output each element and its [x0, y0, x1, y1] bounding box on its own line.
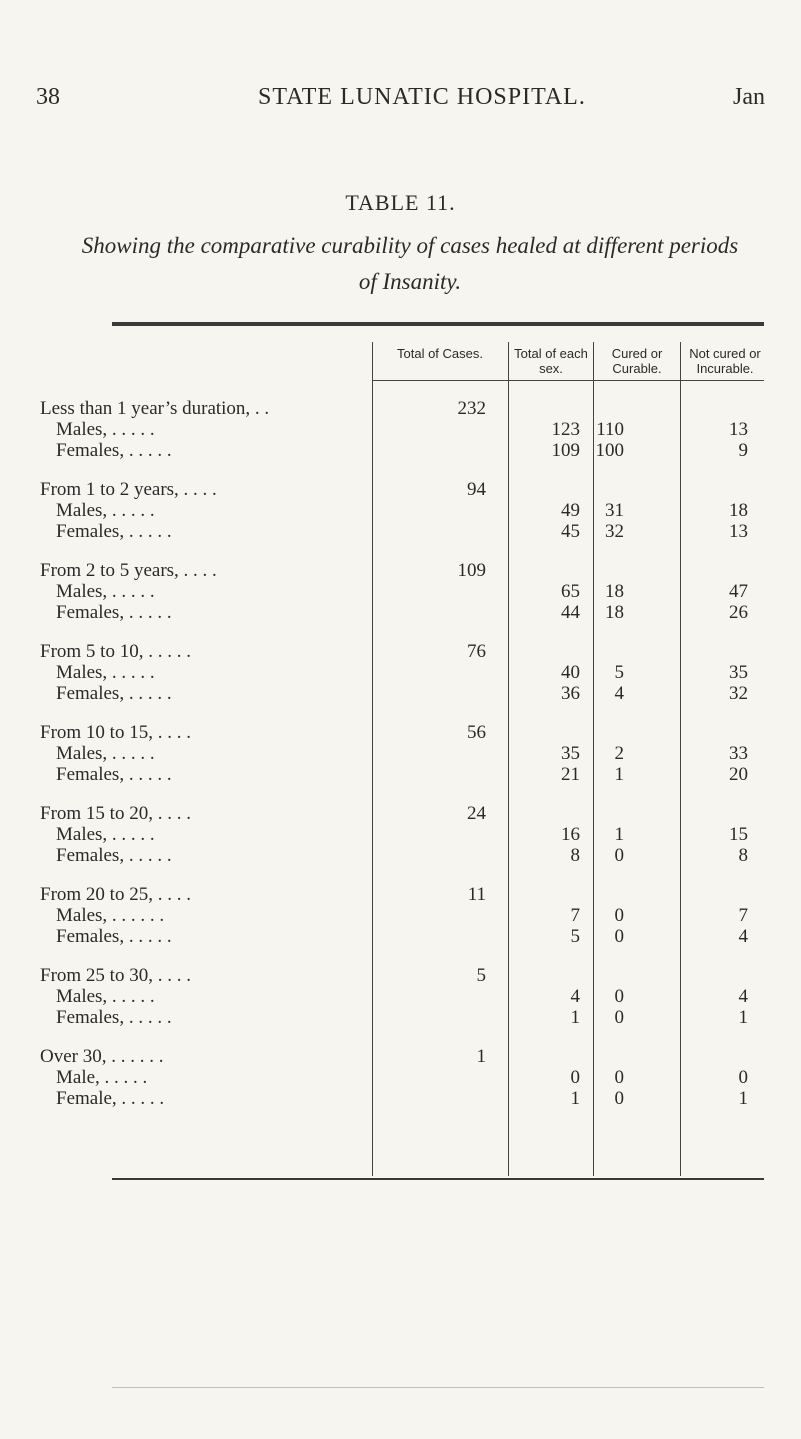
total-cases-value: 232 — [457, 398, 486, 419]
sex-total-value: 123 — [551, 419, 580, 440]
sex-total-value: 65 — [561, 581, 580, 602]
group-row — [0, 803, 801, 825]
sex-total-value: 36 — [561, 683, 580, 704]
sex-total-value: 0 — [570, 1067, 580, 1088]
sex-total-value: 45 — [561, 521, 580, 542]
group-label: Less than 1 year’s duration, . . — [40, 398, 270, 419]
page-header — [0, 80, 801, 120]
group-row — [0, 479, 801, 501]
page-bottom-rule — [112, 1387, 764, 1388]
column-header-total-each-sex: Total of each sex. — [514, 346, 588, 376]
table-row — [0, 905, 801, 927]
not-cured-value: 0 — [738, 1067, 748, 1088]
column-header-cured: Cured or Curable. — [611, 346, 663, 376]
cured-value: 0 — [614, 905, 624, 926]
total-cases-value: 24 — [467, 803, 486, 824]
not-cured-value: 13 — [729, 521, 748, 542]
not-cured-value: 35 — [729, 662, 748, 683]
sex-label: Females, . . . . . — [56, 1007, 172, 1028]
group-row — [0, 722, 801, 744]
sex-total-value: 35 — [561, 743, 580, 764]
sex-total-value: 40 — [561, 662, 580, 683]
sex-total-value: 16 — [561, 824, 580, 845]
not-cured-value: 18 — [729, 500, 748, 521]
sex-label: Females, . . . . . — [56, 440, 172, 461]
group-label: From 20 to 25, . . . . — [40, 884, 191, 905]
cured-value: 0 — [614, 1067, 624, 1088]
sex-label: Females, . . . . . — [56, 926, 172, 947]
group-label: From 1 to 2 years, . . . . — [40, 479, 217, 500]
total-cases-value: 76 — [467, 641, 486, 662]
group-label: From 15 to 20, . . . . — [40, 803, 191, 824]
not-cured-value: 47 — [729, 581, 748, 602]
not-cured-value: 9 — [738, 440, 748, 461]
table-row — [0, 1007, 801, 1029]
total-cases-value: 5 — [476, 965, 486, 986]
table-row — [0, 581, 801, 603]
table-row — [0, 986, 801, 1008]
sex-label: Males, . . . . . — [56, 581, 155, 602]
table-row — [0, 419, 801, 441]
table-row — [0, 926, 801, 948]
not-cured-value: 13 — [729, 419, 748, 440]
sex-label: Males, . . . . . — [56, 419, 155, 440]
running-title: STATE LUNATIC HOSPITAL. — [258, 84, 586, 110]
sex-label: Females, . . . . . — [56, 683, 172, 704]
not-cured-value: 4 — [738, 926, 748, 947]
table-row — [0, 764, 801, 786]
sex-total-value: 8 — [570, 845, 580, 866]
sex-label: Females, . . . . . — [56, 845, 172, 866]
not-cured-value: 33 — [729, 743, 748, 764]
sex-total-value: 7 — [570, 905, 580, 926]
cured-value: 0 — [614, 1007, 624, 1028]
header-rule — [508, 380, 593, 381]
sex-label: Females, . . . . . — [56, 602, 172, 623]
table-top-rule — [112, 322, 764, 326]
group-label: From 25 to 30, . . . . — [40, 965, 191, 986]
sex-label: Males, . . . . . — [56, 662, 155, 683]
page-number: 38 — [36, 84, 60, 110]
table-row — [0, 662, 801, 684]
group-row — [0, 560, 801, 582]
sex-total-value: 4 — [570, 986, 580, 1007]
cured-value: 18 — [605, 602, 624, 623]
not-cured-value: 26 — [729, 602, 748, 623]
total-cases-value: 11 — [467, 884, 486, 905]
table-row — [0, 845, 801, 867]
group-row — [0, 965, 801, 987]
not-cured-value: 8 — [738, 845, 748, 866]
cured-value: 0 — [614, 1088, 624, 1109]
sex-label: Females, . . . . . — [56, 521, 172, 542]
cured-value: 110 — [596, 419, 624, 440]
sex-label: Female, . . . . . — [56, 1088, 165, 1109]
table-row — [0, 743, 801, 765]
table-row — [0, 1067, 801, 1089]
not-cured-value: 15 — [729, 824, 748, 845]
not-cured-value: 7 — [738, 905, 748, 926]
table-row — [0, 824, 801, 846]
sex-label: Females, . . . . . — [56, 764, 172, 785]
cured-value: 32 — [605, 521, 624, 542]
sex-label: Males, . . . . . — [56, 500, 155, 521]
table-caption: Showing the comparative curability of cases healed at different periods of Insanity. — [81, 233, 739, 294]
total-cases-value: 56 — [467, 722, 486, 743]
cured-value: 0 — [614, 986, 624, 1007]
table-row — [0, 440, 801, 462]
header-rule — [372, 380, 508, 381]
group-label: From 5 to 10, . . . . . — [40, 641, 191, 662]
group-row — [0, 398, 801, 420]
sex-total-value: 44 — [561, 602, 580, 623]
sex-total-value: 1 — [570, 1007, 580, 1028]
group-row — [0, 641, 801, 663]
cured-value: 5 — [614, 662, 624, 683]
cured-value: 1 — [614, 764, 624, 785]
sex-label: Male, . . . . . — [56, 1067, 148, 1088]
cured-value: 31 — [605, 500, 624, 521]
cured-value: 0 — [614, 845, 624, 866]
table-title: TABLE 11. — [345, 190, 456, 215]
cured-value: 0 — [614, 926, 624, 947]
group-row — [0, 1046, 801, 1068]
not-cured-value: 1 — [738, 1007, 748, 1028]
sex-label: Males, . . . . . — [56, 824, 155, 845]
table-row — [0, 683, 801, 705]
cured-value: 4 — [614, 683, 624, 704]
group-label: Over 30, . . . . . . — [40, 1046, 164, 1067]
group-row — [0, 884, 801, 906]
sex-label: Males, . . . . . . — [56, 905, 165, 926]
cured-value: 1 — [614, 824, 624, 845]
sex-total-value: 21 — [561, 764, 580, 785]
not-cured-value: 20 — [729, 764, 748, 785]
header-rule — [593, 380, 680, 381]
cured-value: 100 — [595, 440, 624, 461]
not-cured-value: 4 — [738, 986, 748, 1007]
table-row — [0, 500, 801, 522]
group-label: From 10 to 15, . . . . — [40, 722, 191, 743]
sex-label: Males, . . . . . — [56, 986, 155, 1007]
cured-value: 2 — [614, 743, 624, 764]
total-cases-value: 109 — [457, 560, 486, 581]
table-row — [0, 521, 801, 543]
total-cases-value: 94 — [467, 479, 486, 500]
total-cases-value: 1 — [476, 1046, 486, 1067]
not-cured-value: 32 — [729, 683, 748, 704]
table-row — [0, 602, 801, 624]
column-header-not-cured: Not cured or Incurable. — [689, 346, 761, 376]
not-cured-value: 1 — [738, 1088, 748, 1109]
sex-total-value: 5 — [570, 926, 580, 947]
sex-label: Males, . . . . . — [56, 743, 155, 764]
sex-total-value: 1 — [570, 1088, 580, 1109]
group-label: From 2 to 5 years, . . . . — [40, 560, 217, 581]
running-header-right: Jan — [733, 84, 765, 110]
header-rule — [680, 380, 764, 381]
table-row — [0, 1088, 801, 1110]
table-bottom-rule — [112, 1178, 764, 1180]
sex-total-value: 49 — [561, 500, 580, 521]
cured-value: 18 — [605, 581, 624, 602]
column-header-total-cases: Total of Cases. — [397, 346, 483, 361]
sex-total-value: 109 — [551, 440, 580, 461]
